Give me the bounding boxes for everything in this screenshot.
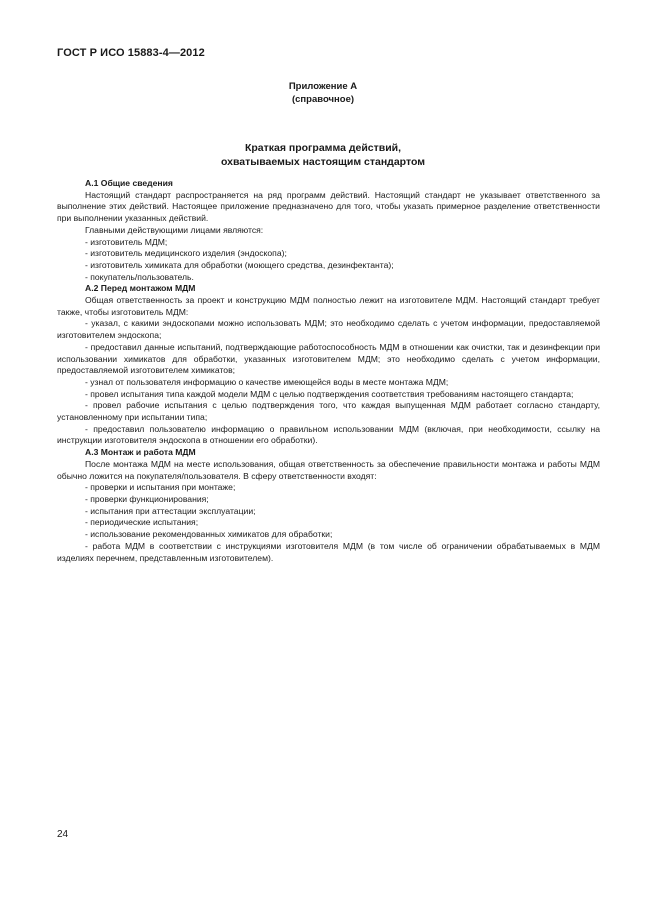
list-item: - использование рекомендованных химикатов для обработки; <box>85 529 333 540</box>
list-item: - покупатель/пользователь. <box>85 271 194 282</box>
list-item: - предоставил пользователю информацию о правильном использовании МДМ (включая, при необходимости, ссылку на инструкции изготовителя эндоскопа в отношении его обработки). <box>57 423 600 446</box>
annex-note: (справочное) <box>291 94 355 105</box>
annex-heading <box>0 80 646 106</box>
section-heading: А.3 Монтаж и работа МДМ <box>85 447 196 458</box>
list-item: - проверки функционирования; <box>85 493 209 504</box>
annex-title-line2: охватываемых настоящим стандартом <box>220 156 426 168</box>
section-heading: А.2 Перед монтажом МДМ <box>85 283 196 294</box>
list-item: - изготовитель МДМ; <box>85 236 168 247</box>
list-item: - проверки и испытания при монтаже; <box>85 482 236 493</box>
paragraph: Общая ответственность за проект и конструкцию МДМ полностью лежит на изготовителе МДМ. Настоящий стандарт требует также, чтобы изготовитель МДМ: <box>57 295 600 317</box>
list-item: - указал, с какими эндоскопами можно использовать МДМ; это необходимо сделать с учетом информации, предоставляемой изготовителем эндоскопа; <box>57 318 600 341</box>
paragraph: После монтажа МДМ на месте использования, общая ответственность за обеспечение правильности монтажа и работы МДМ обычно ложится на покупателя/пользователя. В сферу ответственности входят: <box>57 458 600 481</box>
list-item: - испытания при аттестации эксплуатации; <box>85 505 256 516</box>
list-item: - предоставил данные испытаний, подтверждающие работоспособность МДМ в отношении как очистки, так и дезинфекции при использовании химикатов для обработки, указанных изготовителем МДМ; это необходимо сделать с учетом информации, предоставляемой изготовителем химикатов; <box>57 341 600 376</box>
annex-label: Приложение А <box>288 81 358 92</box>
list-item: - изготовитель химиката для обработки (моющего средства, дезинфектанта); <box>85 259 394 270</box>
list-item: - изготовитель медицинского изделия (эндоскопа); <box>85 248 287 259</box>
paragraph: Настоящий стандарт распространяется на ряд программ действий. Настоящий стандарт не указывает ответственного за выполнение этих действий. Настоящее приложение предназначено для того, чтобы указать примерное разделение ответственности при выполнении указанных действий. <box>57 189 600 224</box>
list-item: - узнал от пользователя информацию о качестве имеющейся воды в месте монтажа МДМ; <box>85 376 449 387</box>
list-item: - периодические испытания; <box>85 517 199 528</box>
annex-title <box>0 141 646 169</box>
document-body <box>57 178 600 564</box>
annex-title-line1: Краткая программа действий, <box>244 142 402 154</box>
list-item: - провел рабочие испытания с целью подтверждения того, что каждая выпущенная МДМ работает согласно стандарту, установленному при испытании типа; <box>57 400 600 423</box>
list-item: - работа МДМ в соответствии с инструкциями изготовителя МДМ (в том числе об ограничении обрабатываемых в МДМ изделиях перечнем, представленным изготовителем). <box>57 540 600 563</box>
list-item: - провел испытания типа каждой модели МДМ с целью подтверждения соответствия требованиям настоящего стандарта; <box>85 388 574 399</box>
page-number: 24 <box>57 829 69 840</box>
paragraph: Главными действующими лицами являются: <box>85 224 264 235</box>
standard-header: ГОСТ Р ИСО 15883-4—2012 <box>57 47 205 59</box>
section-heading: А.1 Общие сведения <box>85 178 173 188</box>
